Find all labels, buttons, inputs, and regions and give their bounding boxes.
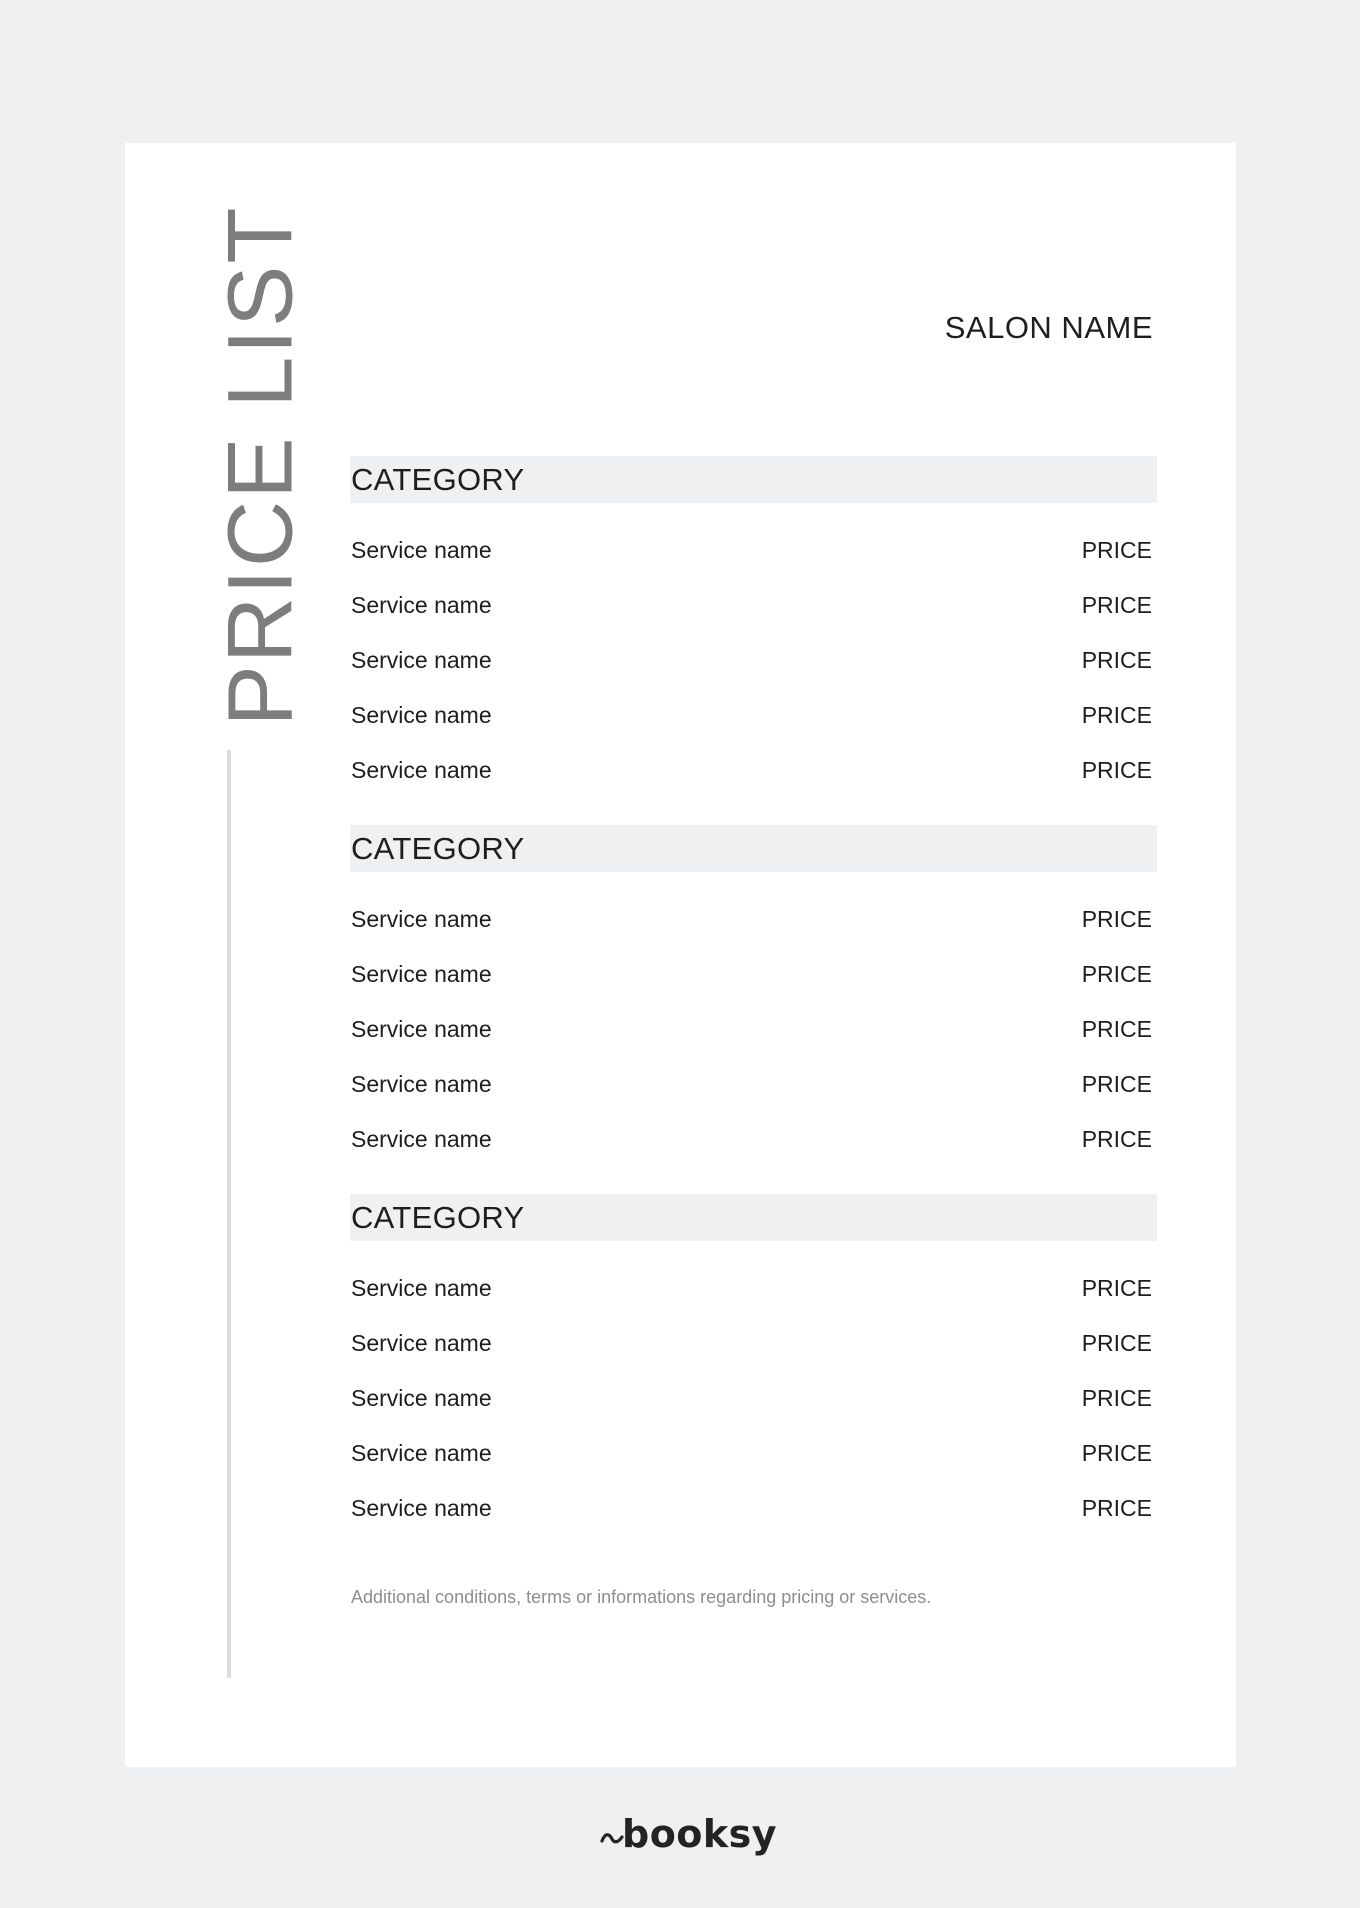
- category-header: CATEGORY: [350, 825, 1157, 872]
- service-list: [350, 523, 1157, 798]
- service-name: Service name: [351, 1126, 492, 1152]
- service-price: PRICE: [1081, 1330, 1152, 1356]
- service-name: Service name: [351, 757, 492, 783]
- service-name: Service name: [351, 961, 492, 987]
- service-row: [350, 523, 1157, 578]
- service-price: PRICE: [1081, 1275, 1152, 1301]
- category-section-3: [350, 1194, 1157, 1536]
- booksy-wave-icon: [600, 1823, 624, 1845]
- service-row: [350, 1316, 1157, 1371]
- service-price: PRICE: [1081, 1385, 1152, 1411]
- service-name: Service name: [351, 1275, 492, 1301]
- service-row: [350, 1426, 1157, 1481]
- service-row: [350, 743, 1157, 798]
- service-row: [350, 1057, 1157, 1112]
- booksy-logo: [600, 1808, 777, 1860]
- service-price: PRICE: [1081, 961, 1152, 987]
- service-row: [350, 578, 1157, 633]
- service-name: Service name: [351, 1330, 492, 1356]
- category-header: CATEGORY: [350, 1194, 1157, 1241]
- service-row: [350, 947, 1157, 1002]
- service-row: [350, 892, 1157, 947]
- service-name: Service name: [351, 702, 492, 728]
- category-header: CATEGORY: [350, 456, 1157, 503]
- category-section-2: [350, 825, 1157, 1167]
- service-price: PRICE: [1081, 1126, 1152, 1152]
- service-price: PRICE: [1081, 1016, 1152, 1042]
- brand-name: booksy: [622, 1812, 778, 1856]
- service-price: PRICE: [1081, 1495, 1152, 1521]
- service-row: [350, 1481, 1157, 1536]
- service-price: PRICE: [1081, 537, 1152, 563]
- service-price: PRICE: [1081, 702, 1152, 728]
- service-name: Service name: [351, 1071, 492, 1097]
- service-price: PRICE: [1081, 1440, 1152, 1466]
- service-row: [350, 633, 1157, 688]
- category-section-1: [350, 456, 1157, 798]
- service-list: [350, 1261, 1157, 1536]
- service-name: Service name: [351, 1495, 492, 1521]
- price-list-title-wrapper: [205, 205, 315, 727]
- service-row: [350, 1002, 1157, 1057]
- service-price: PRICE: [1081, 757, 1152, 783]
- service-name: Service name: [351, 537, 492, 563]
- service-list: [350, 892, 1157, 1167]
- service-row: [350, 1112, 1157, 1167]
- price-list-title: PRICE LIST: [209, 205, 312, 727]
- service-name: Service name: [351, 1385, 492, 1411]
- service-name: Service name: [351, 1016, 492, 1042]
- service-price: PRICE: [1081, 906, 1152, 932]
- side-divider: [227, 750, 231, 1678]
- service-row: [350, 688, 1157, 743]
- footer-note: Additional conditions, terms or informations regarding pricing or services.: [351, 1587, 932, 1607]
- service-price: PRICE: [1081, 647, 1152, 673]
- service-name: Service name: [351, 906, 492, 932]
- service-price: PRICE: [1081, 592, 1152, 618]
- service-name: Service name: [351, 1440, 492, 1466]
- service-row: [350, 1371, 1157, 1426]
- salon-name: SALON NAME: [944, 310, 1153, 345]
- service-price: PRICE: [1081, 1071, 1152, 1097]
- service-name: Service name: [351, 592, 492, 618]
- service-row: [350, 1261, 1157, 1316]
- service-name: Service name: [351, 647, 492, 673]
